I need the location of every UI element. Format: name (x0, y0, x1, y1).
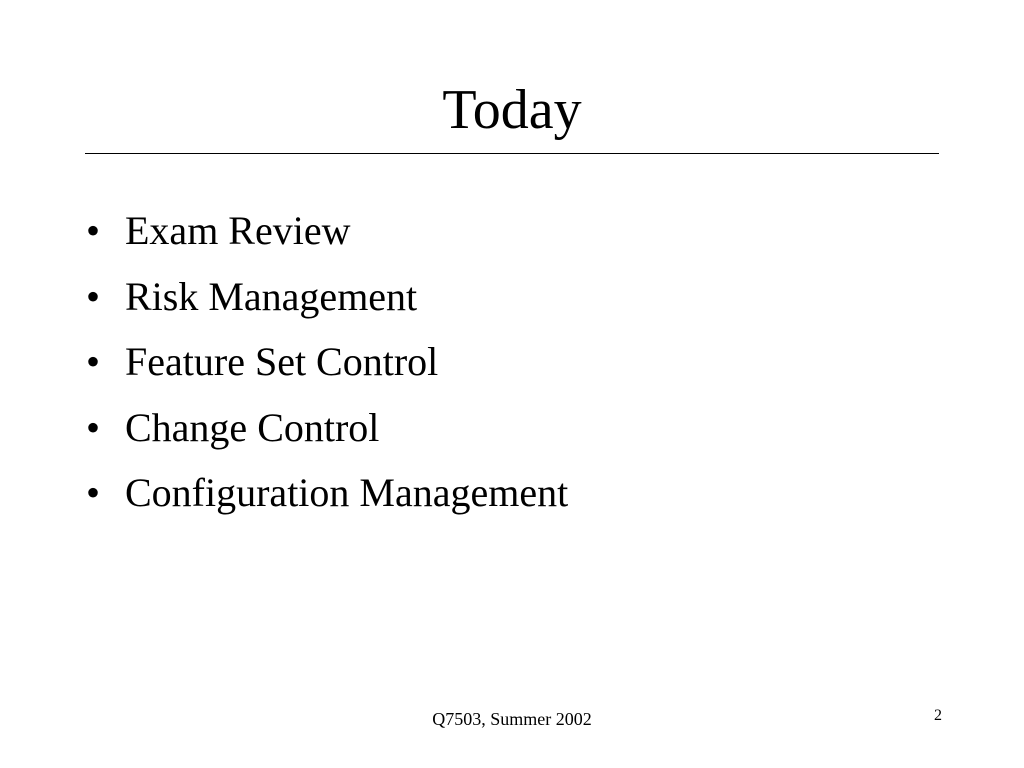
list-item (86, 270, 568, 336)
list-item (86, 204, 568, 270)
bullet-text: Risk Management (125, 273, 418, 319)
slide-title: Today (442, 79, 582, 141)
list-item (86, 401, 568, 467)
bullet-text: Exam Review (125, 208, 351, 253)
footer-course-label: Q7503, Summer 2002 (432, 709, 592, 729)
page-number: 2 (934, 707, 942, 724)
bullet-text: Feature Set Control (125, 339, 439, 384)
list-item (86, 335, 568, 401)
bullet-dot-icon: • (86, 470, 101, 515)
bullet-dot-icon: • (86, 273, 101, 319)
title-underline (85, 153, 939, 154)
bullet-text: Configuration Management (125, 470, 569, 515)
bullet-dot-icon: • (86, 339, 101, 384)
bullet-text: Change Control (125, 404, 380, 450)
bullet-dot-icon: • (86, 404, 101, 450)
bullet-dot-icon: • (86, 208, 101, 253)
bullet-list (86, 204, 568, 532)
list-item (86, 466, 568, 532)
